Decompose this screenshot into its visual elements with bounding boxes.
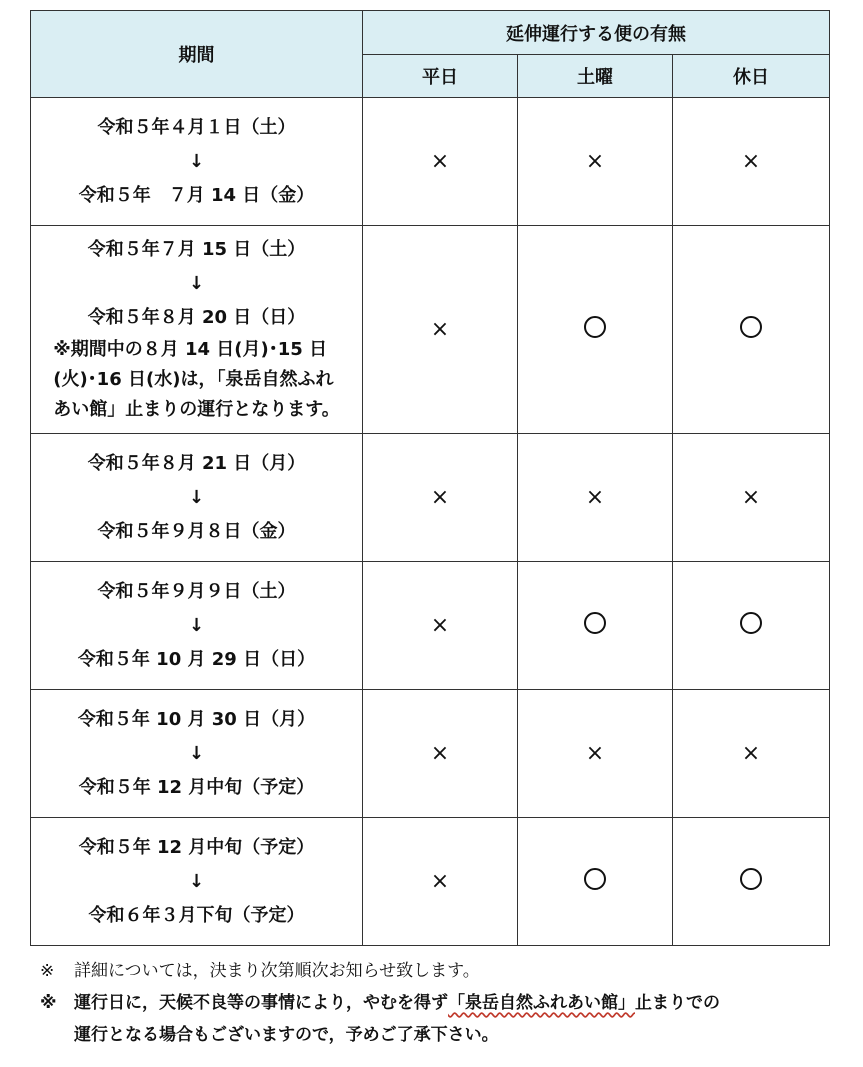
circle-mark-icon bbox=[584, 316, 606, 338]
holiday-cell bbox=[673, 98, 830, 226]
period-start: 令和５年７月 15 日（土） bbox=[87, 238, 306, 260]
period-cell bbox=[31, 690, 363, 818]
arrow-icon: ↓ bbox=[188, 272, 205, 294]
note-line: あい館」止まりの運行となります。 bbox=[53, 398, 340, 420]
circle-mark-icon bbox=[740, 316, 762, 338]
table-row bbox=[31, 98, 830, 226]
period-end: 令和５年９月８日（金） bbox=[97, 520, 296, 542]
weekday-cell bbox=[363, 690, 518, 818]
holiday-cell bbox=[673, 434, 830, 562]
arrow-icon: ↓ bbox=[188, 742, 205, 764]
period-end: 令和５年 12 月中旬（予定） bbox=[78, 776, 315, 798]
saturday-cell bbox=[518, 98, 673, 226]
table-row bbox=[31, 562, 830, 690]
footnote-1 bbox=[40, 955, 720, 987]
table-row bbox=[31, 434, 830, 562]
holiday-cell bbox=[673, 226, 830, 434]
cross-mark: × bbox=[430, 149, 450, 174]
period-start: 令和５年 12 月中旬（予定） bbox=[78, 836, 315, 858]
period-cell bbox=[31, 98, 363, 226]
table-row bbox=[31, 818, 830, 946]
weekday-cell bbox=[363, 98, 518, 226]
saturday-cell bbox=[518, 562, 673, 690]
period-start: 令和５年 10 月 30 日（月） bbox=[77, 708, 316, 730]
arrow-icon: ↓ bbox=[188, 150, 205, 172]
period-end: 令和５年 ７月 14 日（金） bbox=[78, 184, 315, 206]
footnote-text: 止まりでの bbox=[635, 993, 720, 1013]
arrow-icon: ↓ bbox=[188, 870, 205, 892]
cross-mark: × bbox=[585, 149, 605, 174]
cross-mark: × bbox=[585, 485, 605, 510]
footnote-2-continued bbox=[40, 1019, 720, 1051]
saturday-cell bbox=[518, 434, 673, 562]
note-line: ※期間中の８月 14 日(月)･15 日 bbox=[53, 338, 328, 360]
period-start: 令和５年８月 21 日（月） bbox=[87, 452, 306, 474]
note-mark: ※ bbox=[40, 961, 55, 981]
footnote-text: 詳細については，決まり次第順次お知らせ致します。 bbox=[74, 961, 480, 981]
cross-mark: × bbox=[430, 869, 450, 894]
cross-mark: × bbox=[741, 485, 761, 510]
note-mark: ※ bbox=[40, 993, 57, 1013]
period-cell bbox=[31, 226, 363, 434]
footnote-text: 運行日に，天候不良等の事情により，やむを得ず bbox=[74, 993, 448, 1013]
weekday-cell bbox=[363, 434, 518, 562]
holiday-cell bbox=[673, 818, 830, 946]
saturday-cell bbox=[518, 690, 673, 818]
arrow-icon: ↓ bbox=[188, 486, 205, 508]
period-start: 令和５年９月９日（土） bbox=[97, 580, 296, 602]
period-start: 令和５年４月１日（土） bbox=[97, 116, 296, 138]
schedule-table bbox=[30, 10, 830, 946]
circle-mark-icon bbox=[740, 612, 762, 634]
saturday-cell bbox=[518, 226, 673, 434]
weekday-cell bbox=[363, 226, 518, 434]
saturday-header: 土曜 bbox=[518, 55, 673, 98]
period-note bbox=[53, 335, 340, 425]
period-cell bbox=[31, 434, 363, 562]
highlighted-facility-name: 「泉岳自然ふれあい館」 bbox=[448, 993, 635, 1013]
arrow-icon: ↓ bbox=[188, 614, 205, 636]
extension-header: 延伸運行する便の有無 bbox=[363, 11, 830, 55]
period-end: 令和６年３月下旬（予定） bbox=[88, 904, 305, 926]
footnotes bbox=[40, 955, 720, 1051]
period-end: 令和５年 10 月 29 日（日） bbox=[77, 648, 316, 670]
cross-mark: × bbox=[741, 741, 761, 766]
holiday-cell bbox=[673, 690, 830, 818]
saturday-cell bbox=[518, 818, 673, 946]
cross-mark: × bbox=[430, 741, 450, 766]
circle-mark-icon bbox=[740, 868, 762, 890]
period-header: 期間 bbox=[31, 11, 363, 98]
weekday-cell bbox=[363, 818, 518, 946]
cross-mark: × bbox=[741, 149, 761, 174]
table-row bbox=[31, 226, 830, 434]
footnote-text: 運行となる場合もございますので，予めご了承下さい。 bbox=[74, 1025, 499, 1045]
cross-mark: × bbox=[585, 741, 605, 766]
weekday-header: 平日 bbox=[363, 55, 518, 98]
holiday-header: 休日 bbox=[673, 55, 830, 98]
note-line: (火)･16 日(水)は，「泉岳自然ふれ bbox=[53, 368, 334, 390]
circle-mark-icon bbox=[584, 868, 606, 890]
cross-mark: × bbox=[430, 317, 450, 342]
cross-mark: × bbox=[430, 613, 450, 638]
holiday-cell bbox=[673, 562, 830, 690]
footnote-2 bbox=[40, 987, 720, 1019]
cross-mark: × bbox=[430, 485, 450, 510]
period-end: 令和５年８月 20 日（日） bbox=[87, 306, 306, 328]
period-cell bbox=[31, 562, 363, 690]
weekday-cell bbox=[363, 562, 518, 690]
period-cell bbox=[31, 818, 363, 946]
circle-mark-icon bbox=[584, 612, 606, 634]
table-row bbox=[31, 690, 830, 818]
